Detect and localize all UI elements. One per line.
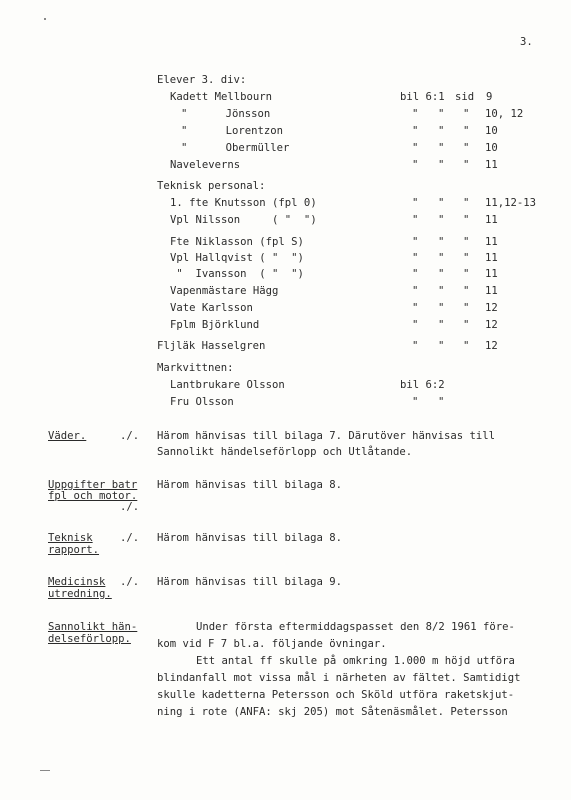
ditto-mark: "	[412, 396, 419, 408]
staff-name: Fplm Björklund	[170, 319, 260, 331]
ground-witness-heading: Markvittnen:	[157, 362, 234, 374]
body-text: blindanfall mot vissa mål i närheten av fältet. Samtidigt	[157, 672, 521, 684]
ditto-mark: "	[438, 108, 445, 120]
ditto-mark: "	[438, 142, 445, 154]
ditto-mark: "	[463, 142, 470, 154]
ref-page: 11	[485, 285, 498, 297]
enclosure-mark: ./.	[120, 532, 140, 544]
ground-witness-name: Fru Olsson	[170, 396, 234, 408]
ditto-mark: "	[412, 340, 419, 352]
ditto-mark: "	[412, 236, 419, 248]
students-heading: Elever 3. div:	[157, 74, 247, 86]
staff-name: Vapenmästare Hägg	[170, 285, 279, 297]
section-label-probable-sequence: Sannolikt hän-	[48, 621, 138, 633]
ditto-mark: "	[463, 252, 470, 264]
body-text: Härom hänvisas till bilaga 9.	[157, 576, 342, 588]
ditto-mark: "	[412, 302, 419, 314]
ref-page: 11	[485, 214, 498, 226]
ref-page: 11	[485, 159, 498, 171]
ditto-mark: "	[412, 125, 419, 137]
staff-name: 1. fte Knutsson (fpl 0)	[170, 197, 317, 209]
ditto-mark: "	[438, 252, 445, 264]
ditto-mark: "	[463, 285, 470, 297]
ref-page: 12	[485, 302, 498, 314]
ditto-mark: "	[438, 396, 445, 408]
ditto-mark: "	[438, 214, 445, 226]
section-label-probable-sequence: delseförlopp.	[48, 633, 131, 645]
section-label-tech-report: Teknisk	[48, 532, 93, 544]
body-text: Härom hänvisas till bilaga 8.	[157, 532, 342, 544]
ref-page: 11	[485, 236, 498, 248]
student-name: Naveleverns	[170, 159, 241, 171]
ditto-mark: "	[438, 268, 445, 280]
ref-page: 12	[485, 340, 498, 352]
staff-name: Vpl Nilsson ( " ")	[170, 214, 317, 226]
section-label-medical: utredning.	[48, 588, 112, 600]
staff-name: " Ivansson ( " ")	[170, 268, 304, 280]
student-name: " Lorentzon	[181, 125, 284, 137]
student-name: " Obermüller	[181, 142, 290, 154]
ref-page: 11	[485, 268, 498, 280]
ditto-mark: "	[463, 302, 470, 314]
enclosure-mark: ./.	[120, 501, 140, 513]
ditto-mark: "	[438, 197, 445, 209]
ditto-mark: "	[412, 108, 419, 120]
ref-page: 9	[486, 91, 493, 103]
ditto-mark: "	[463, 108, 470, 120]
ditto-mark: "	[412, 319, 419, 331]
body-text: Sannolikt händelseförlopp och Utlåtande.	[157, 446, 413, 458]
body-text: skulle kadetterna Petersson och Sköld utföra raketskjut-	[157, 689, 515, 701]
ditto-mark: "	[463, 214, 470, 226]
tech-staff-heading: Teknisk personal:	[157, 180, 266, 192]
ditto-mark: "	[438, 236, 445, 248]
ditto-mark: "	[438, 340, 445, 352]
margin-speck	[44, 18, 46, 20]
ditto-mark: "	[412, 159, 419, 171]
ditto-mark: "	[412, 214, 419, 226]
page-number: 3.	[520, 36, 533, 48]
ditto-mark: "	[438, 302, 445, 314]
ditto-mark: "	[412, 268, 419, 280]
ditto-mark: "	[438, 125, 445, 137]
ditto-mark: "	[412, 197, 419, 209]
ditto-mark: "	[463, 268, 470, 280]
body-text: ning i rote (ANFA: skj 205) mot Såtenäsmålet. Petersson	[157, 706, 508, 718]
ref-bil: bil 6:2	[400, 379, 445, 391]
ditto-mark: "	[463, 319, 470, 331]
body-text: Härom hänvisas till bilaga 7. Därutöver hänvisas till	[157, 430, 496, 442]
ditto-mark: "	[463, 236, 470, 248]
body-text: kom vid F 7 bl.a. följande övningar.	[157, 638, 387, 650]
ditto-mark: "	[438, 319, 445, 331]
staff-name: Vpl Hallqvist ( " ")	[170, 252, 304, 264]
ref-page: 10, 12	[485, 108, 524, 120]
margin-speck	[40, 770, 50, 771]
ditto-mark: "	[438, 159, 445, 171]
ref-page: 11	[485, 252, 498, 264]
section-label-aircraft-engine: Uppgifter batr	[48, 479, 138, 491]
section-label-tech-report: rapport.	[48, 544, 100, 556]
body-text: Ett antal ff skulle på omkring 1.000 m höjd utföra	[196, 655, 515, 667]
ditto-mark: "	[463, 159, 470, 171]
ref-page: 12	[485, 319, 498, 331]
student-name: Kadett Mellbourn	[170, 91, 273, 103]
ref-bil: bil 6:1	[400, 91, 445, 103]
staff-name: Vate Karlsson	[170, 302, 253, 314]
ditto-mark: "	[438, 285, 445, 297]
ditto-mark: "	[412, 285, 419, 297]
ditto-mark: "	[463, 197, 470, 209]
ref-sid: sid	[455, 91, 475, 103]
ditto-mark: "	[463, 125, 470, 137]
student-name: " Jönsson	[181, 108, 271, 120]
ditto-mark: "	[463, 340, 470, 352]
section-label-aircraft-engine: fpl och motor.	[48, 490, 138, 502]
staff-name: Fte Niklasson (fpl S)	[170, 236, 304, 248]
section-label-weather: Väder.	[48, 430, 87, 442]
body-text: Under första eftermiddagspasset den 8/2 1961 före-	[196, 621, 515, 633]
ditto-mark: "	[412, 252, 419, 264]
ditto-mark: "	[412, 142, 419, 154]
enclosure-mark: ./.	[120, 430, 140, 442]
ref-page: 10	[485, 125, 498, 137]
ground-witness-name: Lantbrukare Olsson	[170, 379, 285, 391]
section-label-medical: Medicinsk	[48, 576, 106, 588]
ref-page: 10	[485, 142, 498, 154]
enclosure-mark: ./.	[120, 576, 140, 588]
body-text: Härom hänvisas till bilaga 8.	[157, 479, 342, 491]
staff-name: Fljläk Hasselgren	[157, 340, 266, 352]
ref-page: 11,12-13	[485, 197, 537, 209]
